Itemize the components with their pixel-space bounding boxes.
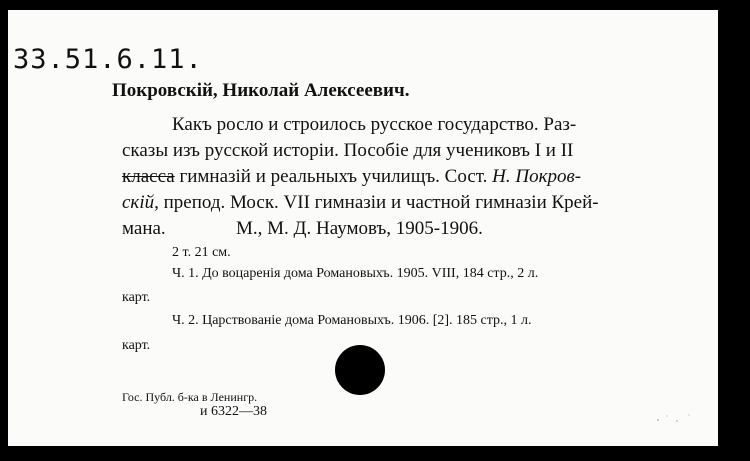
- shelfmark: 33.51.6.11.: [13, 44, 203, 75]
- line-3-text: гимназій и реальныхъ училищъ. Сост.: [174, 166, 493, 187]
- struck-word: класса: [122, 166, 175, 187]
- part-1: Ч. 1. До воцаренія дома Романовыхъ. 1905. VIII, 184 стр., 2 л.: [172, 266, 539, 281]
- imprint: М., М. Д. Наумовъ, 1905-1906.: [236, 218, 483, 239]
- description-line-3: [122, 166, 581, 188]
- compiler-name-cont: скій,: [122, 192, 159, 213]
- punch-hole: [335, 345, 385, 395]
- author-heading: Покровскій, Николай Алексеевич.: [112, 80, 410, 101]
- description-line-4: [122, 192, 599, 214]
- library-stamp-line-2: и 6322—38: [200, 404, 267, 419]
- description-line-2: сказы изъ русской исторіи. Пособіе для учениковъ I и II: [122, 140, 574, 161]
- compiler-name: Н. Покров-: [492, 166, 582, 187]
- speckle-marks: [655, 410, 695, 426]
- description-line-1: Какъ росло и строилось русское государство. Раз-: [172, 114, 577, 135]
- volumes-size: 2 т. 21 см.: [172, 245, 231, 260]
- part-2-cont: карт.: [122, 338, 151, 353]
- line-4-text: препод. Моск. VII гимназіи и частной гимназіи Крей-: [158, 192, 599, 213]
- part-2: Ч. 2. Царствованіе дома Романовыхъ. 1906. [2]. 185 стр., 1 л.: [172, 313, 532, 328]
- description-line-5a: мана.: [122, 218, 166, 239]
- part-1-cont: карт.: [122, 290, 151, 305]
- library-stamp-line-1: Гос. Публ. б-ка в Ленингр.: [122, 390, 258, 404]
